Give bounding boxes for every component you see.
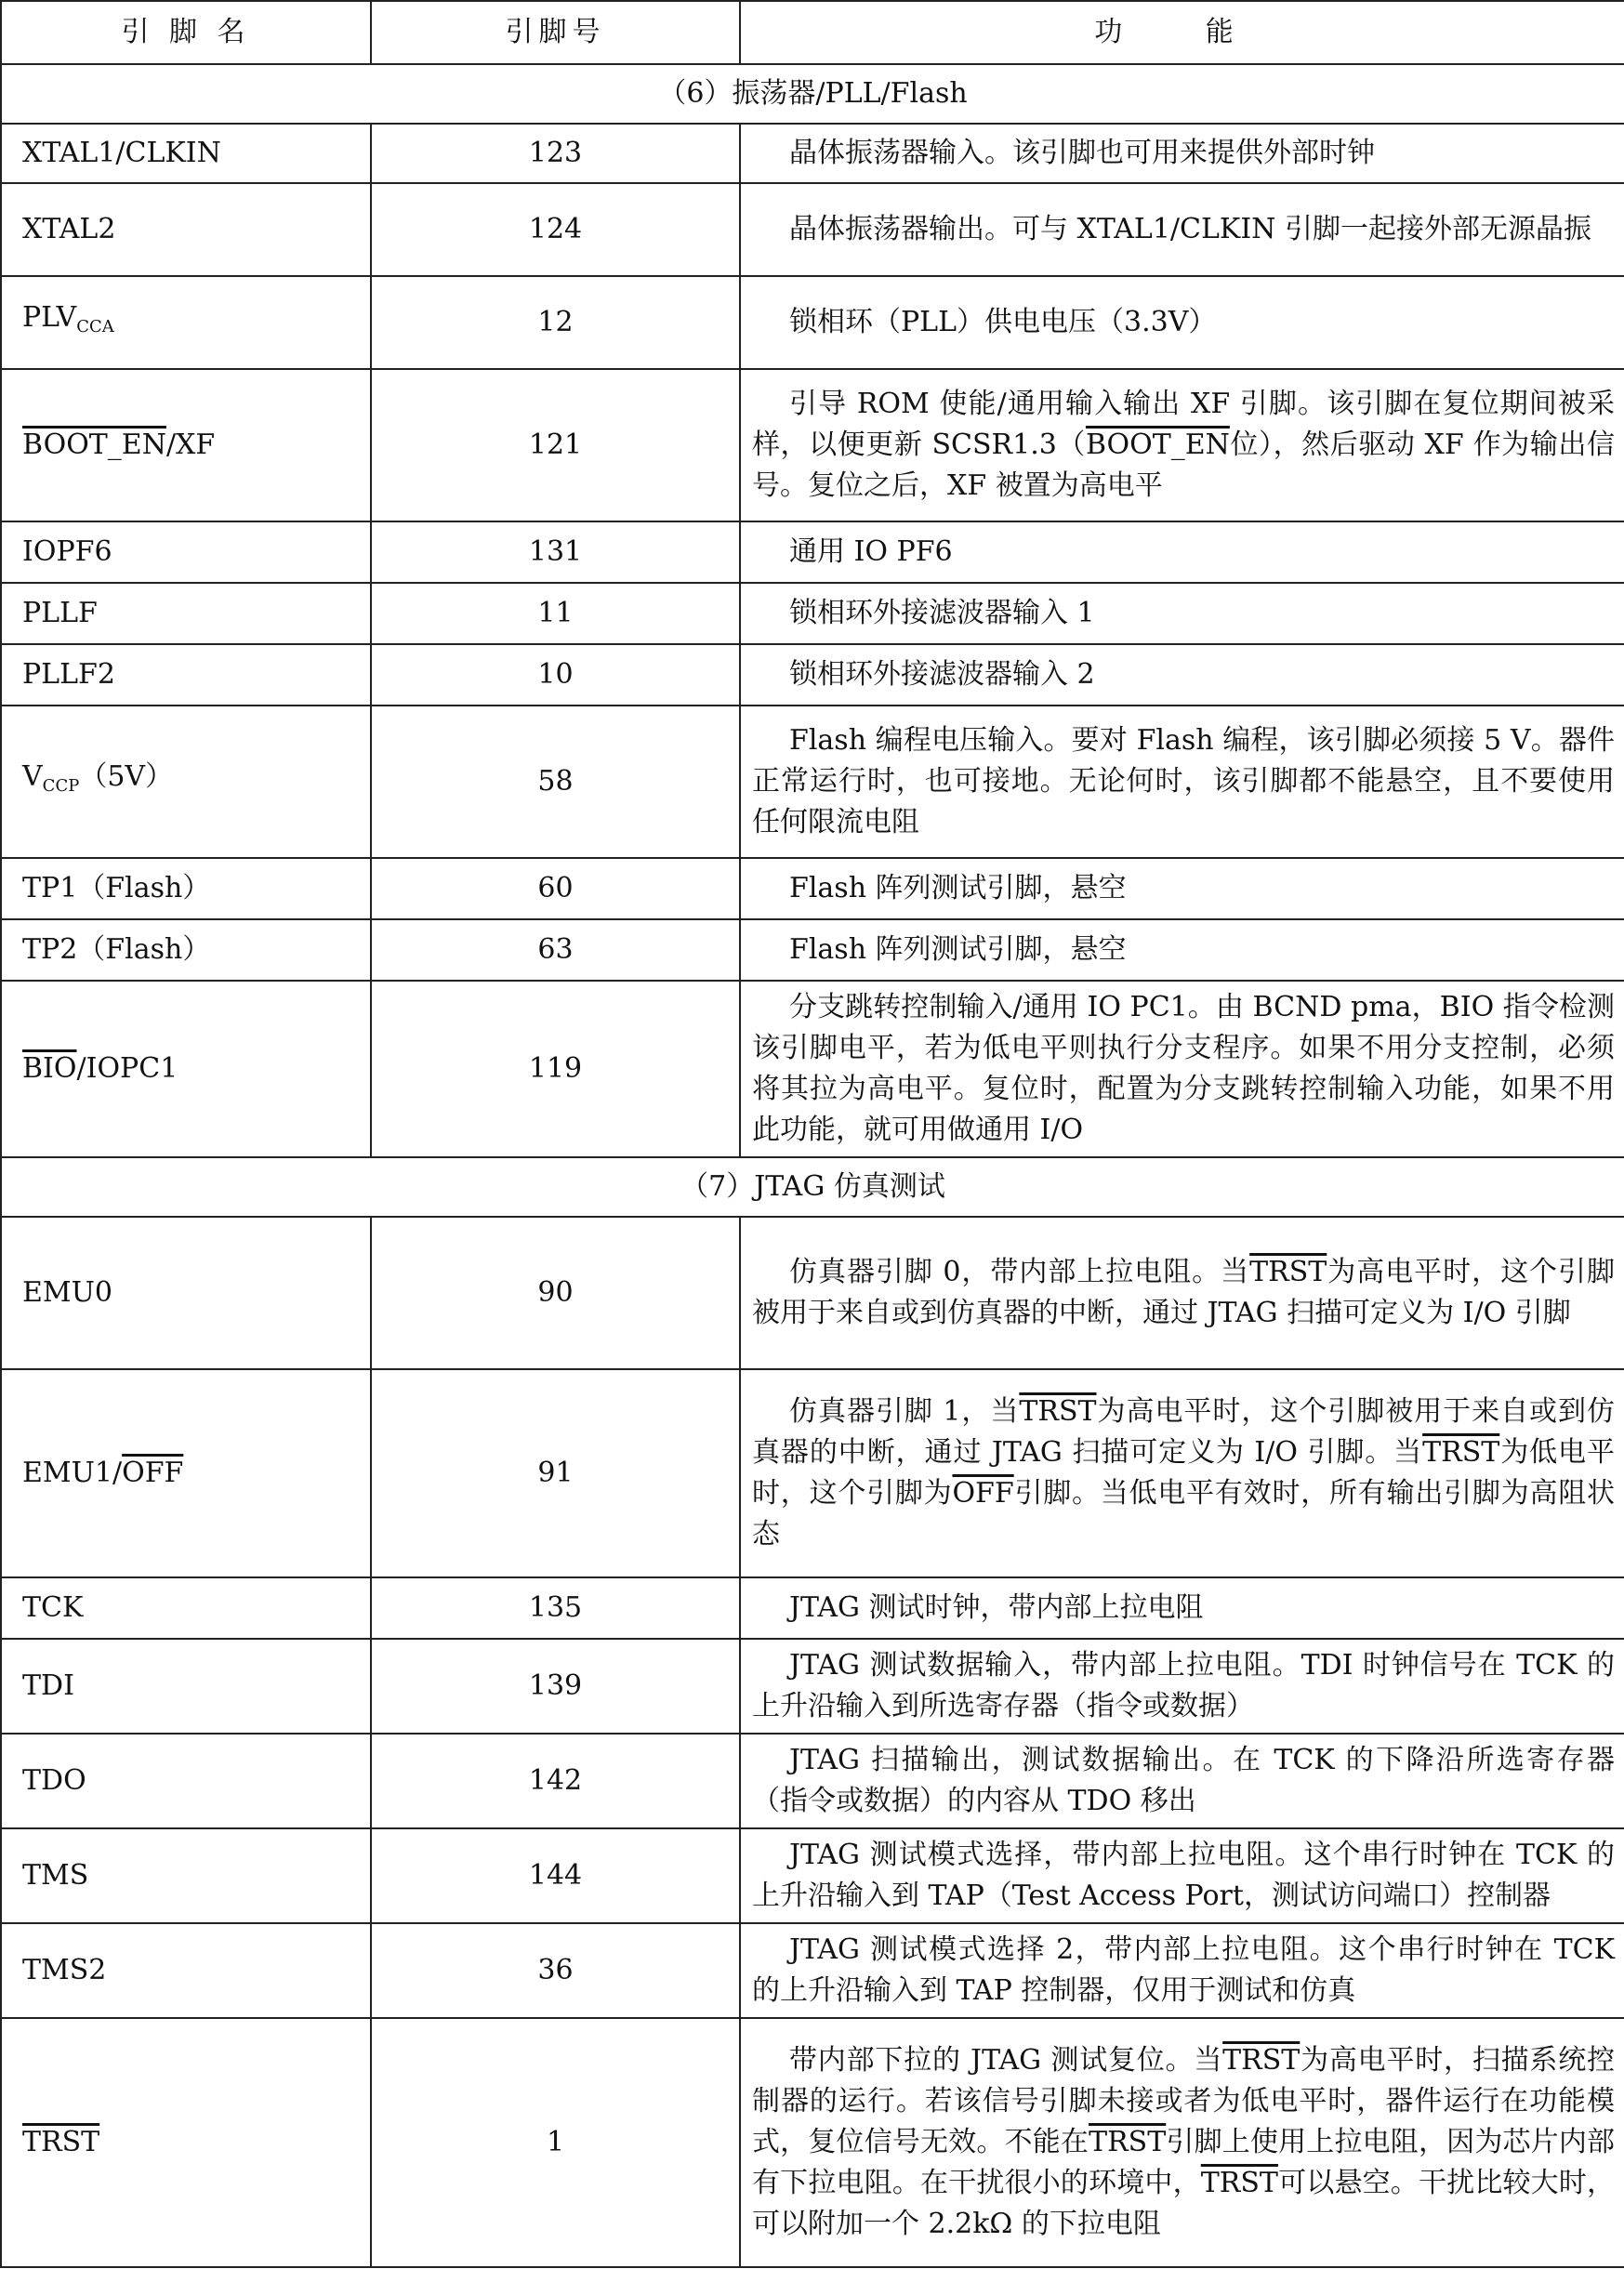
table-row	[1, 706, 1624, 858]
pin-name: XTAL2	[1, 183, 371, 276]
function-text-part: 可以悬空。干扰比较大时，可以附加一个 2.2kΩ 的下拉电阻	[752, 2167, 1616, 2240]
table-row	[1, 1639, 1624, 1734]
table-row	[1, 1734, 1624, 1828]
pin-name-main: V	[22, 760, 43, 793]
function-text-part: 为低电平时，这个引脚为	[752, 1436, 1615, 1510]
pin-number: 90	[371, 1217, 740, 1369]
table-row	[1, 981, 1624, 1157]
function-text-overline: TRST	[1249, 1256, 1327, 1288]
function-text-overline: $\overline{OFF}$	[952, 1477, 1014, 1510]
pin-function	[740, 1369, 1624, 1577]
table-row	[1, 919, 1624, 981]
header-pin-name: 引 脚 名	[1, 1, 371, 64]
function-text-part: 位），然后驱动 XF 作为输出信号。复位之后，XF 被置为高电平	[752, 429, 1615, 502]
function-text: JTAG 测试时钟，带内部上拉电阻	[789, 1591, 1204, 1624]
function-text	[752, 2040, 1615, 2245]
function-text: 锁相环外接滤波器输入 1	[789, 597, 1095, 629]
pin-name	[1, 706, 371, 858]
function-text: Flash 阵列测试引脚，悬空	[789, 872, 1127, 904]
function-text: 锁相环外接滤波器输入 2	[789, 658, 1095, 691]
pin-name: TDI	[1, 1639, 371, 1734]
pin-name: TP1（Flash）	[1, 858, 371, 919]
function-text-part: 引脚。当低电平有效时，所有输出引脚为高阻状态	[752, 1477, 1616, 1550]
function-text-overline: TRST	[1422, 1436, 1500, 1469]
pin-number: 142	[371, 1734, 740, 1828]
function-text	[752, 1392, 1615, 1555]
pin-function	[740, 124, 1624, 183]
pin-name: TP2（Flash）	[1, 919, 371, 981]
pin-function	[740, 183, 1624, 276]
pin-name: IOPF6	[1, 521, 371, 583]
section-row-oscillator	[1, 64, 1624, 124]
pin-number: 1	[371, 2018, 740, 2267]
pin-number: 144	[371, 1828, 740, 1923]
pin-function	[740, 1217, 1624, 1369]
section-row-jtag	[1, 1157, 1624, 1217]
table-row	[1, 1577, 1624, 1639]
function-text-part: 带内部下拉的 JTAG 测试复位。当	[789, 2044, 1223, 2077]
table-row	[1, 2018, 1624, 2267]
table-row	[1, 124, 1624, 183]
pin-function	[740, 919, 1624, 981]
pin-name-rest: /XF	[165, 429, 216, 461]
pin-name: PLLF2	[1, 644, 371, 706]
function-text-part: 引导 ROM 使能/通用输入输出 XF 引脚。该引脚在复位期间被采样，以便更新 SCSR1.3（	[752, 388, 1615, 461]
function-text: Flash 编程电压输入。要对 Flash 编程，该引脚必须接 5 V。器件正常运行时，也可接地。无论何时，该引脚都不能悬空，且不要使用任何限流电阻	[752, 724, 1615, 838]
pin-name-overline: TRST	[22, 2126, 100, 2158]
pin-function	[740, 369, 1624, 521]
function-text-part: 为高电平时，这个引脚被用于来自或到仿真器的中断，通过 JTAG 扫描可定义为 I/O 引脚	[752, 1256, 1616, 1329]
pin-function	[740, 1734, 1624, 1828]
pin-function	[740, 1923, 1624, 2018]
pin-number: 139	[371, 1639, 740, 1734]
pin-function	[740, 858, 1624, 919]
table-row	[1, 644, 1624, 706]
pin-function	[740, 1639, 1624, 1734]
pin-name: TCK	[1, 1577, 371, 1639]
pin-function	[740, 521, 1624, 583]
pin-name	[1, 981, 371, 1157]
function-text: 通用 IO PF6	[789, 535, 953, 568]
function-text: JTAG 测试模式选择 2，带内部上拉电阻。这个串行时钟在 TCK 的上升沿输入到 TAP 控制器，仅用于测试和仿真	[752, 1933, 1615, 2007]
pin-name: TMS	[1, 1828, 371, 1923]
pin-function	[740, 2018, 1624, 2267]
function-text-overline: TRST	[1089, 2126, 1167, 2158]
pin-name: PLLF	[1, 583, 371, 644]
pin-name: TDO	[1, 1734, 371, 1828]
pin-function	[740, 981, 1624, 1157]
pin-number: 58	[371, 706, 740, 858]
function-text-part: 为高电平时，扫描系统控制器的运行。若该信号引脚未接或者为低电平时，器件运行在功能模式，复位信号无效。不能在	[752, 2044, 1615, 2158]
pin-name-overline: BOOT_EN	[22, 429, 166, 461]
pin-name: TMS2	[1, 1923, 371, 2018]
pin-number: 36	[371, 1923, 740, 2018]
function-text-part: 仿真器引脚 1，当	[789, 1395, 1020, 1428]
pin-number: 131	[371, 521, 740, 583]
function-text-part: 仿真器引脚 0，带内部上拉电阻。当	[789, 1256, 1250, 1288]
function-text	[752, 1252, 1615, 1334]
function-text: 晶体振荡器输出。可与 XTAL1/CLKIN 引脚一起接外部无源晶振	[789, 213, 1591, 245]
function-text-overline: TRST	[1222, 2044, 1301, 2077]
function-text: JTAG 扫描输出，测试数据输出。在 TCK 的下降沿所选寄存器（指令或数据）的内容从 TDO 移出	[752, 1744, 1615, 1817]
pin-number: 60	[371, 858, 740, 919]
pin-name	[1, 1369, 371, 1577]
table-row	[1, 858, 1624, 919]
table-row	[1, 183, 1624, 276]
function-text: 晶体振荡器输入。该引脚也可用来提供外部时钟	[789, 137, 1375, 169]
pin-name-main: EMU1/	[22, 1457, 123, 1489]
section-title: （7）JTAG 仿真测试	[1, 1157, 1624, 1217]
pin-number: 12	[371, 276, 740, 369]
pin-number: 123	[371, 124, 740, 183]
pin-name	[1, 369, 371, 521]
function-text-overline: TRST	[1200, 2167, 1278, 2199]
function-text-overline: TRST	[1019, 1395, 1097, 1428]
pin-name: XTAL1/CLKIN	[1, 124, 371, 183]
header-function: 功 能	[740, 1, 1624, 64]
pin-name-rest: （5V）	[79, 760, 174, 793]
function-text-overline: BOOT_EN	[1085, 429, 1230, 461]
section-title: （6）振荡器/PLL/Flash	[1, 64, 1624, 124]
pin-number: 10	[371, 644, 740, 706]
pin-number: 63	[371, 919, 740, 981]
pin-name-overline: $\overline{BIO}$	[22, 1052, 77, 1085]
pin-number: 11	[371, 583, 740, 644]
table-row	[1, 521, 1624, 583]
function-text: Flash 阵列测试引脚，悬空	[789, 933, 1127, 966]
pin-number: 91	[371, 1369, 740, 1577]
pin-name-subscript: CCP	[42, 776, 80, 796]
pin-name: EMU0	[1, 1217, 371, 1369]
function-text: JTAG 测试数据输入，带内部上拉电阻。TDI 时钟信号在 TCK 的上升沿输入到所选寄存器（指令或数据）	[752, 1649, 1615, 1722]
pin-function	[740, 1828, 1624, 1923]
header-pin-number: 引脚号	[371, 1, 740, 64]
function-text-part: 引脚上使用上拉电阻，因为芯片内部有下拉电阻。在干扰很小的环境中，	[752, 2126, 1616, 2199]
pin-function	[740, 706, 1624, 858]
table-header-row	[1, 1, 1624, 64]
table-row	[1, 276, 1624, 369]
pin-name-overline: $\overline{OFF}$	[122, 1457, 184, 1489]
function-text	[752, 384, 1615, 507]
pin-number: 135	[371, 1577, 740, 1639]
pin-function	[740, 583, 1624, 644]
pin-function	[740, 276, 1624, 369]
table-row	[1, 1828, 1624, 1923]
table-row	[1, 1369, 1624, 1577]
pin-name	[1, 2018, 371, 2267]
pin-name-subscript: CCA	[76, 317, 114, 336]
pin-number: 124	[371, 183, 740, 276]
table-row	[1, 1217, 1624, 1369]
table-row	[1, 369, 1624, 521]
pin-function	[740, 644, 1624, 706]
pin-name	[1, 276, 371, 369]
pin-name-rest: /IOPC1	[76, 1052, 178, 1085]
pin-number: 119	[371, 981, 740, 1157]
table-row	[1, 1923, 1624, 2018]
function-text: 分支跳转控制输入/通用 IO PC1。由 BCND pma，BIO 指令检测该引脚电平，若为低电平则执行分支程序。如果不用分支控制，必须将其拉为高电平。复位时，配置为分支跳转控制输入功能，如果不用此功能，就可用做通用 I/O	[752, 991, 1615, 1146]
pin-number: 121	[371, 369, 740, 521]
pin-function	[740, 1577, 1624, 1639]
table-row	[1, 583, 1624, 644]
function-text-part: 为高电平时，这个引脚被用于来自或到仿真器的中断，通过 JTAG 扫描可定义为 I/O 引脚。当	[752, 1395, 1615, 1469]
function-text: JTAG 测试模式选择，带内部上拉电阻。这个串行时钟在 TCK 的上升沿输入到 TAP（Test Access Port，测试访问端口）控制器	[752, 1839, 1615, 1912]
pin-name-main: PLV	[22, 301, 77, 334]
function-text: 锁相环（PLL）供电电压（3.3V）	[789, 306, 1217, 338]
